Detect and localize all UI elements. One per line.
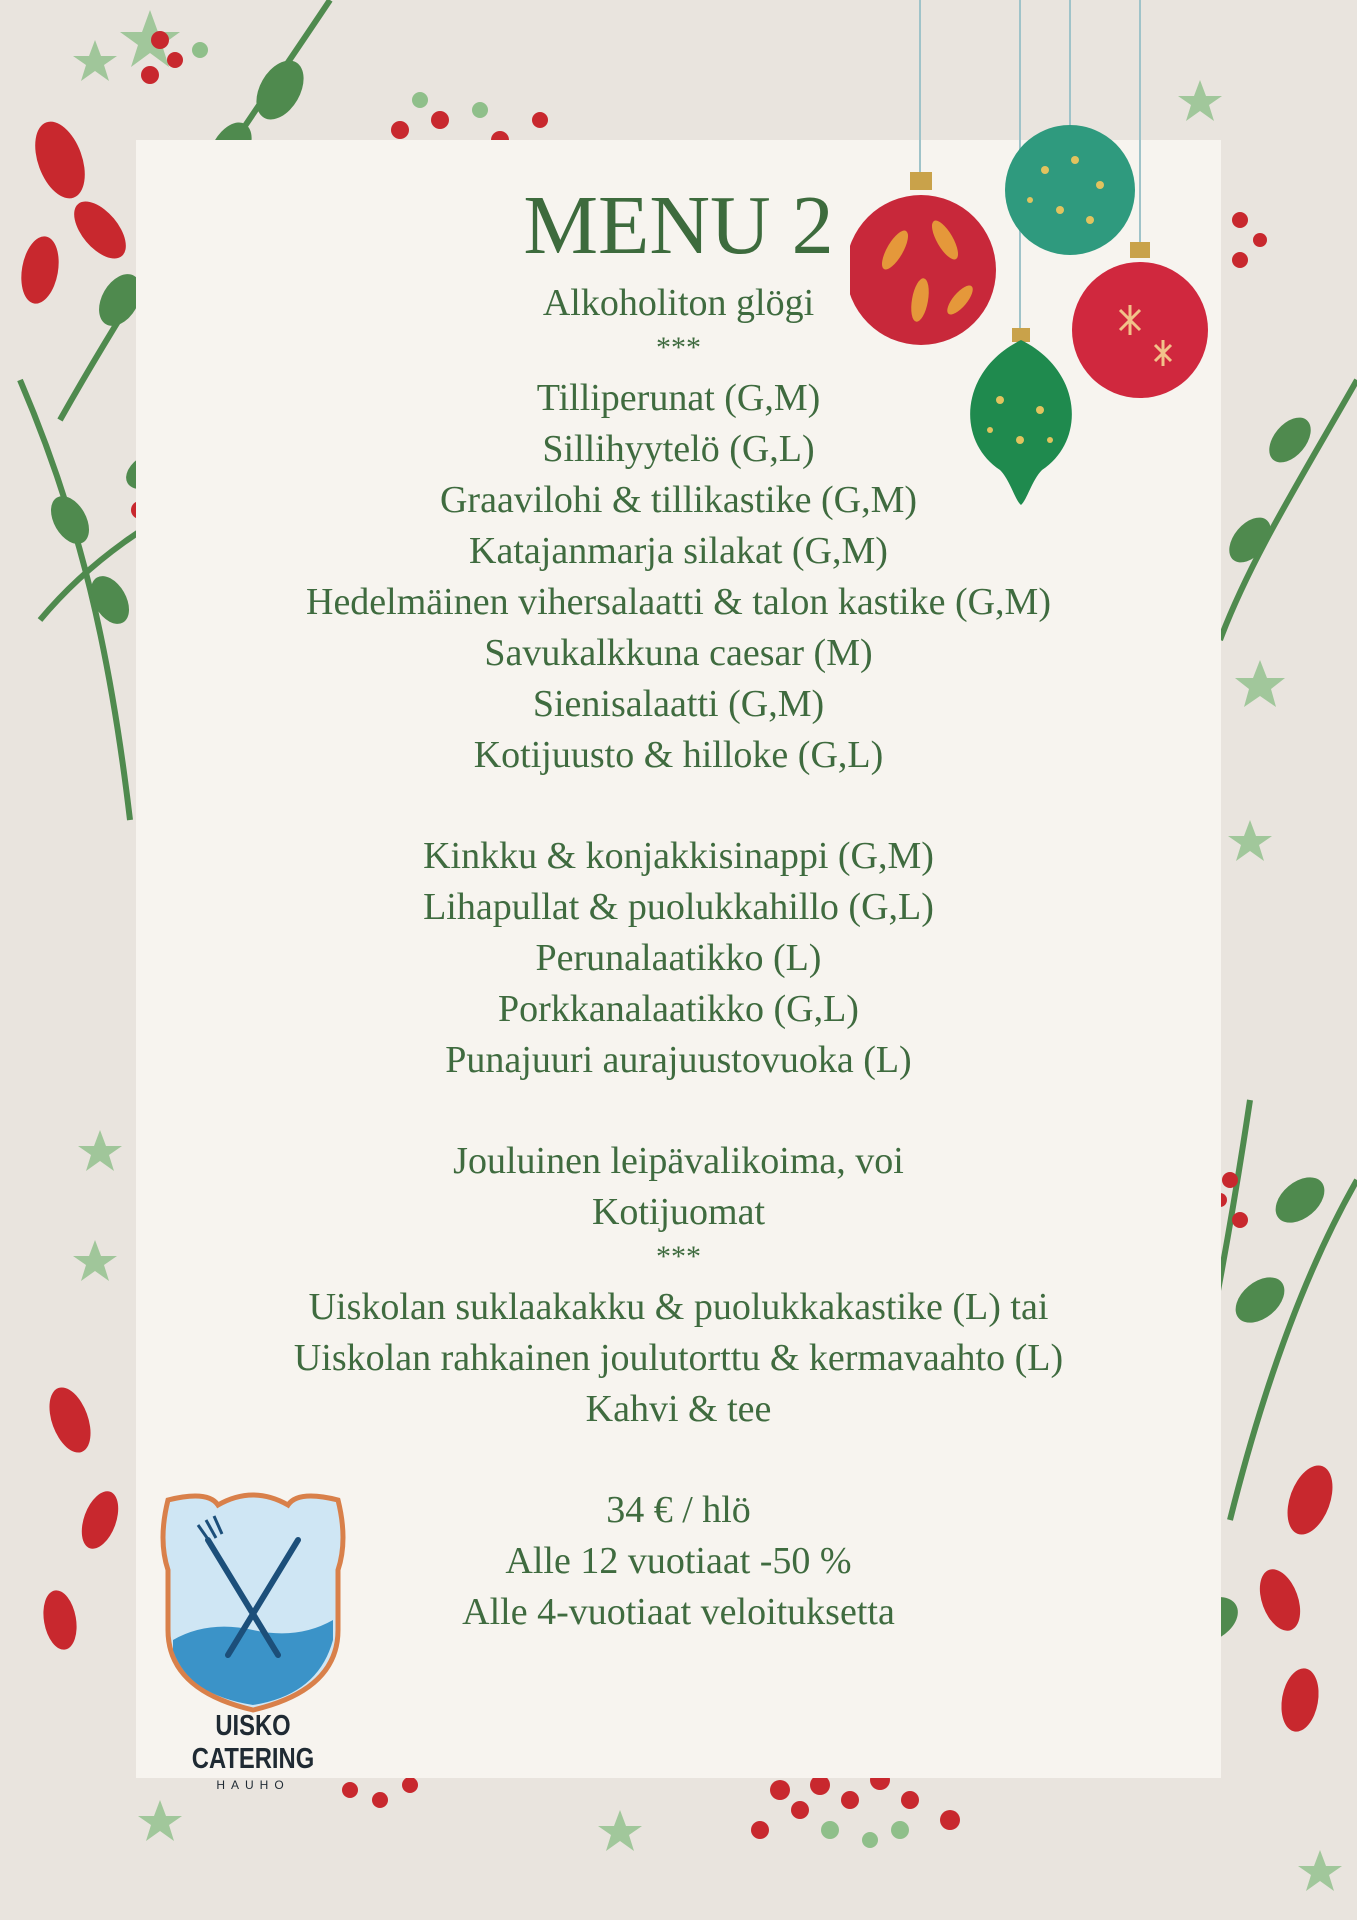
- menu-item: Porkkanalaatikko (G,L): [498, 988, 859, 1030]
- menu-item: Lihapullat & puolukkahillo (G,L): [423, 886, 934, 928]
- menu-content: [136, 180, 1221, 1638]
- menu-item: Sienisalaatti (G,M): [532, 683, 825, 725]
- menu-item: Perunalaatikko (L): [535, 937, 822, 979]
- menu-item: Punajuuri aurajuustovuoka (L): [445, 1039, 912, 1081]
- menu-item: Uiskolan rahkainen joulutorttu & kermavaahto (L): [293, 1337, 1064, 1379]
- separator: ***: [656, 331, 701, 364]
- price-line: Alle 12 vuotiaat -50 %: [505, 1540, 852, 1582]
- menu-item: Sillihyytelö (G,L): [542, 428, 815, 470]
- drink-item: Alkoholiton glögi: [542, 282, 815, 324]
- menu-item: Jouluinen leipävalikoima, voi: [453, 1140, 904, 1182]
- menu-item: Katajanmarja silakat (G,M): [469, 530, 888, 572]
- logo-name: UISKO CATERING: [191, 1710, 315, 1775]
- menu-item: Tilliperunat (G,M): [536, 377, 821, 419]
- separator: ***: [656, 1240, 701, 1273]
- menu-item: Kotijuomat: [591, 1191, 766, 1233]
- logo: [148, 1710, 358, 1792]
- menu-item: Kotijuusto & hilloke (G,L): [473, 734, 884, 776]
- menu-item: Kinkku & konjakkisinappi (G,M): [423, 835, 934, 877]
- menu-item: Savukalkkuna caesar (M): [484, 632, 873, 674]
- logo-location: HAUHO: [216, 1778, 290, 1792]
- menu-item: Graavilohi & tillikastike (G,M): [439, 479, 918, 521]
- menu-item: Uiskolan suklaakakku & puolukkakastike (L) tai: [308, 1286, 1049, 1328]
- menu-item: Hedelmäinen vihersalaatti & talon kastike (G,M): [306, 581, 1051, 623]
- price-line: Alle 4-vuotiaat veloituksetta: [462, 1591, 895, 1633]
- menu-title: MENU 2: [523, 179, 834, 272]
- price-line: 34 € / hlö: [606, 1489, 751, 1531]
- menu-item: Kahvi & tee: [585, 1388, 772, 1430]
